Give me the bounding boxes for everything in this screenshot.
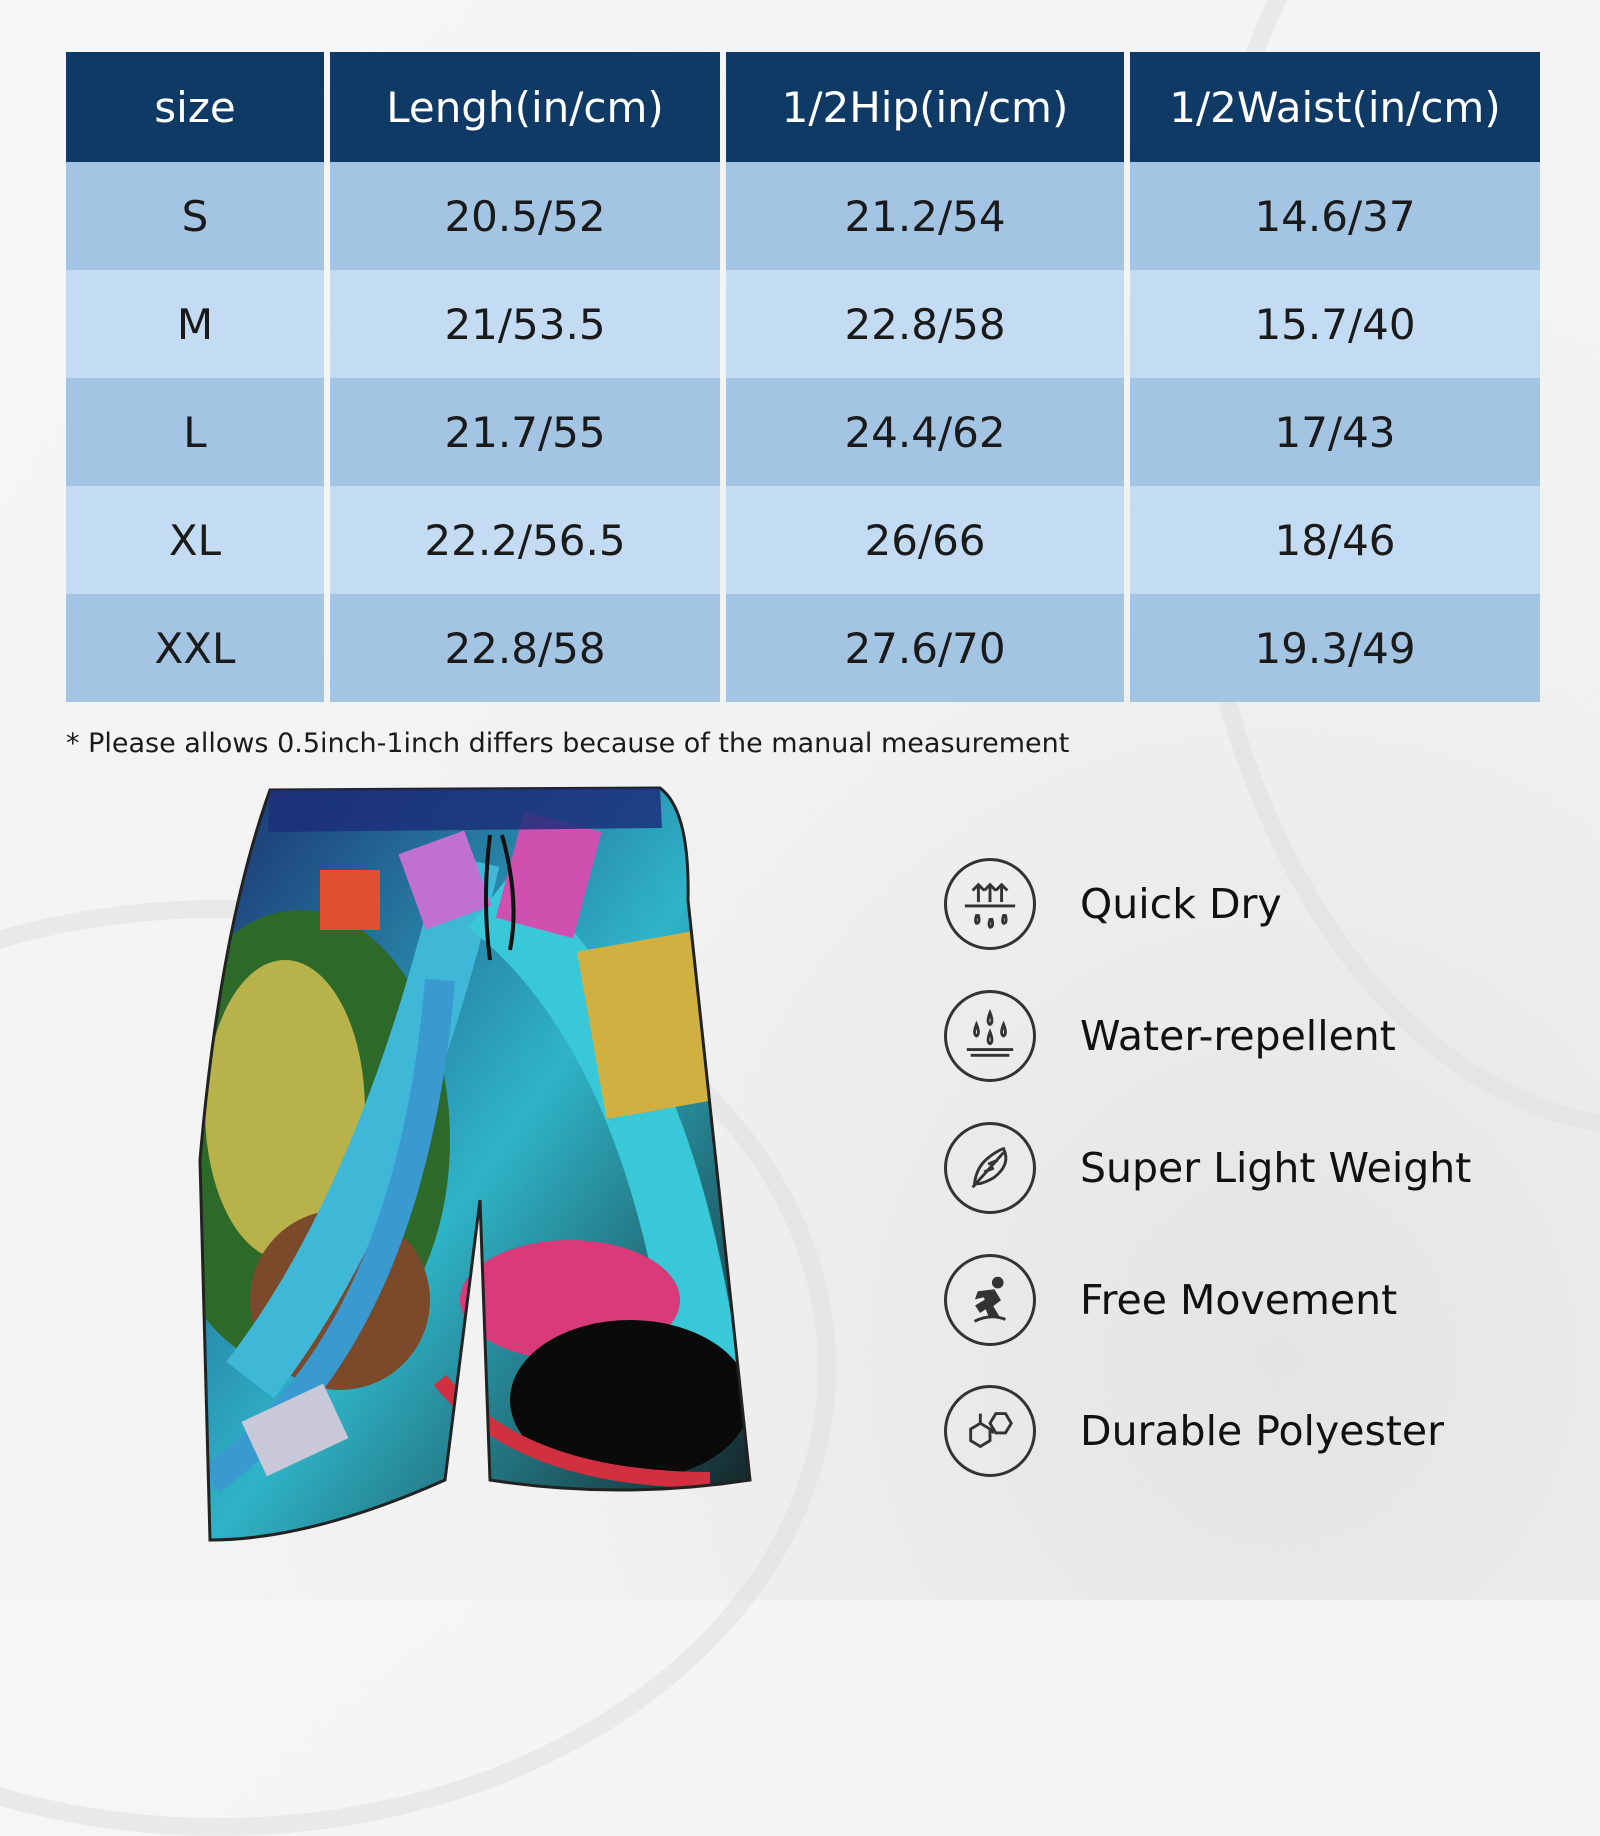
quick-dry-icon <box>944 858 1036 950</box>
table-cell: 21.2/54 <box>726 162 1124 270</box>
table-cell-size: L <box>66 378 324 486</box>
feature-durable-polyester <box>944 1385 1444 1477</box>
table-header-cell: 1/2Waist(in/cm) <box>1130 52 1540 162</box>
table-cell: 21/53.5 <box>330 270 720 378</box>
table-cell: 22.8/58 <box>726 270 1124 378</box>
table-header-cell: 1/2Hip(in/cm) <box>726 52 1124 162</box>
table-cell: 24.4/62 <box>726 378 1124 486</box>
table-cell: 15.7/40 <box>1130 270 1540 378</box>
person-jumping-icon <box>944 1254 1036 1346</box>
feature-water-repellent <box>944 990 1396 1082</box>
table-cell-size: S <box>66 162 324 270</box>
table-cell-size: XXL <box>66 594 324 702</box>
table-cell: 22.2/56.5 <box>330 486 720 594</box>
table-cell-size: M <box>66 270 324 378</box>
feature-label: Water-repellent <box>1080 1012 1396 1060</box>
table-cell: 20.5/52 <box>330 162 720 270</box>
feature-label: Quick Dry <box>1080 880 1282 928</box>
feather-icon <box>944 1122 1036 1214</box>
feature-light-weight <box>944 1122 1471 1214</box>
feature-label: Super Light Weight <box>1080 1144 1472 1192</box>
table-cell-size: XL <box>66 486 324 594</box>
table-cell: 22.8/58 <box>330 594 720 702</box>
table-cell: 18/46 <box>1130 486 1540 594</box>
feature-quick-dry <box>944 858 1282 950</box>
table-cell: 27.6/70 <box>726 594 1124 702</box>
table-cell: 19.3/49 <box>1130 594 1540 702</box>
table-cell: 17/43 <box>1130 378 1540 486</box>
water-drops-icon <box>944 990 1036 1082</box>
feature-free-movement <box>944 1254 1397 1346</box>
shorts-product-image <box>190 780 770 1570</box>
table-cell: 14.6/37 <box>1130 162 1540 270</box>
measurement-note: * Please allows 0.5inch-1inch differs because of the manual measurement <box>66 728 1070 759</box>
feature-label: Durable Polyester <box>1080 1407 1444 1455</box>
feature-label: Free Movement <box>1080 1276 1398 1324</box>
table-cell: 21.7/55 <box>330 378 720 486</box>
molecule-icon <box>944 1385 1036 1477</box>
size-chart-table <box>66 52 1534 702</box>
table-cell: 26/66 <box>726 486 1124 594</box>
table-header-cell: Lengh(in/cm) <box>330 52 720 162</box>
table-header-cell: size <box>66 52 324 162</box>
